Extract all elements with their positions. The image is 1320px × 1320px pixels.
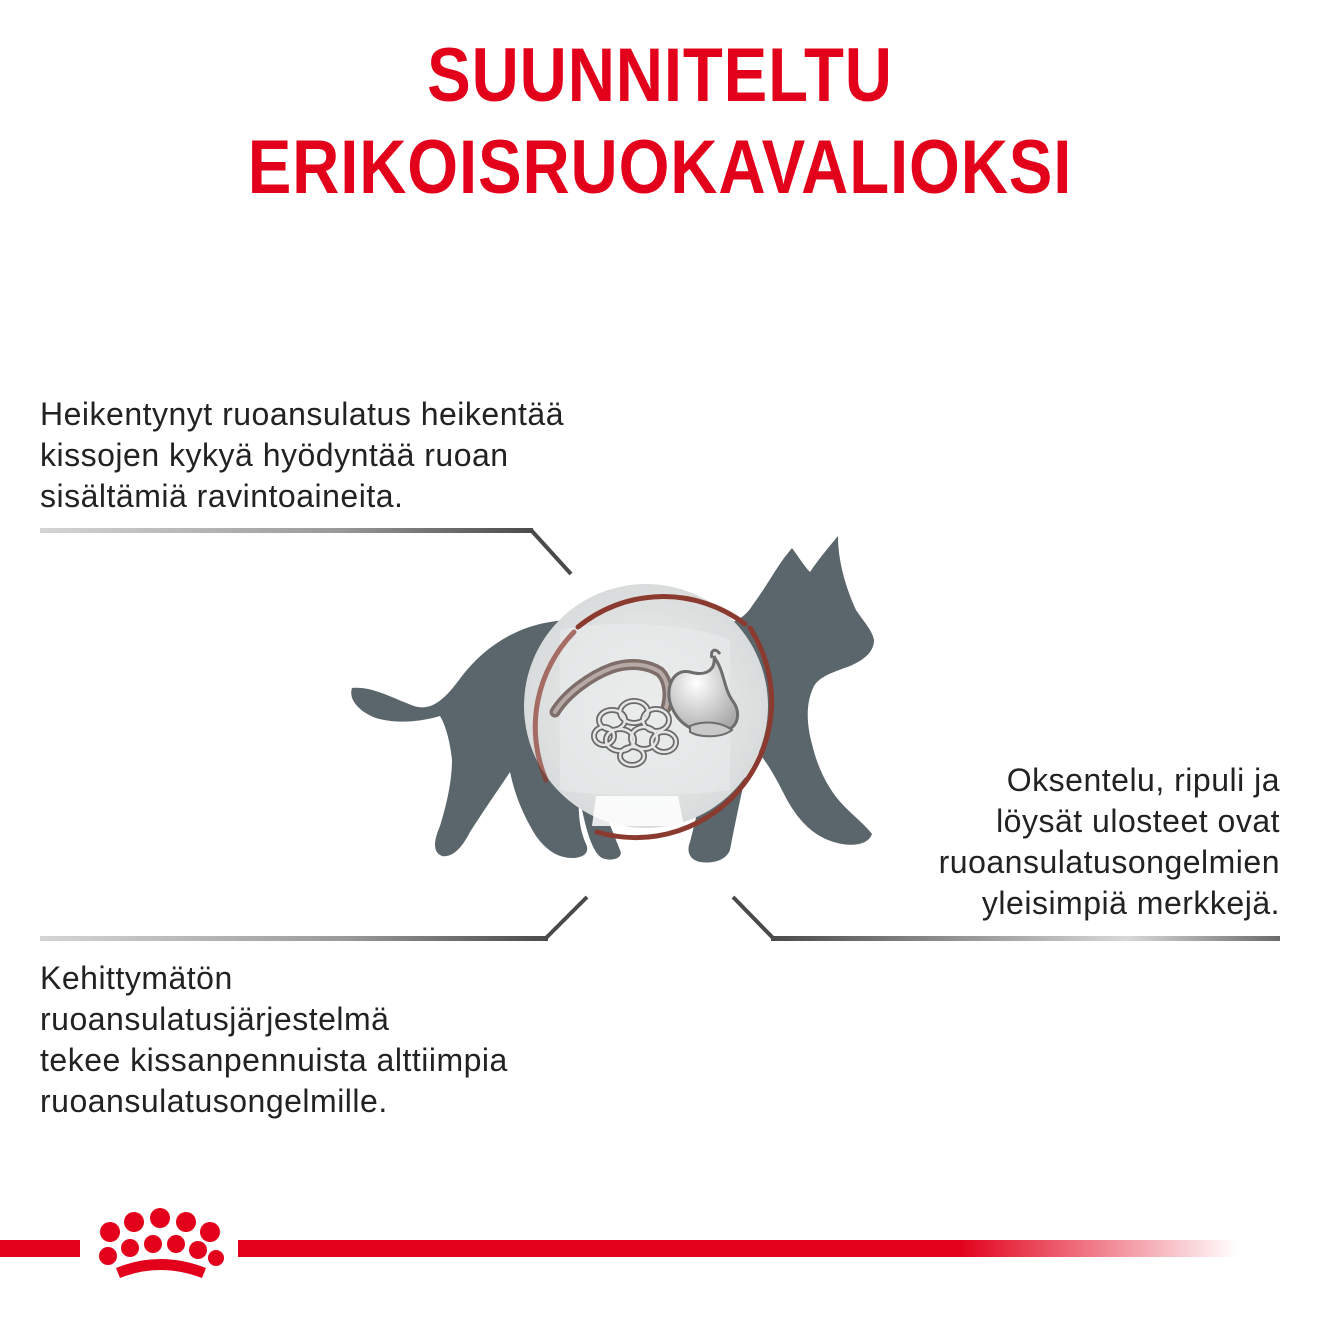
headline-line-2: ERIKOISRUOKAVALIOKSI — [247, 125, 1073, 210]
callout-line: ruoansulatusongelmien — [938, 844, 1280, 880]
callout-line: Kehittymätön — [40, 960, 233, 996]
headline-line-1: SUUNNITELTU — [427, 33, 893, 118]
callout-symptoms — [939, 760, 1280, 924]
callout-line: löysät ulosteet ovat — [996, 803, 1280, 839]
callout-line-bottom-left — [40, 897, 587, 941]
callout-line: yleisimpiä merkkejä. — [981, 885, 1280, 921]
callout-line: sisältämiä ravintoaineita. — [40, 478, 404, 514]
brand-bar — [0, 1240, 1238, 1257]
callout-line: kissojen kykyä hyödyntää ruoan — [40, 437, 509, 473]
callout-line: tekee kissanpennuista alttiimpia — [40, 1042, 508, 1078]
callout-line-top-left — [40, 528, 571, 574]
callout-immature-system — [40, 958, 508, 1122]
callout-line: ruoansulatusongelmille. — [40, 1083, 388, 1119]
callout-line: Heikentynyt ruoansulatus heikentää — [40, 396, 564, 432]
callout-line: Oksentelu, ripuli ja — [1006, 762, 1280, 798]
crown-logo-icon — [99, 1208, 224, 1278]
callout-digestion-weakened — [40, 394, 564, 517]
callout-line: ruoansulatusjärjestelmä — [40, 1001, 390, 1037]
